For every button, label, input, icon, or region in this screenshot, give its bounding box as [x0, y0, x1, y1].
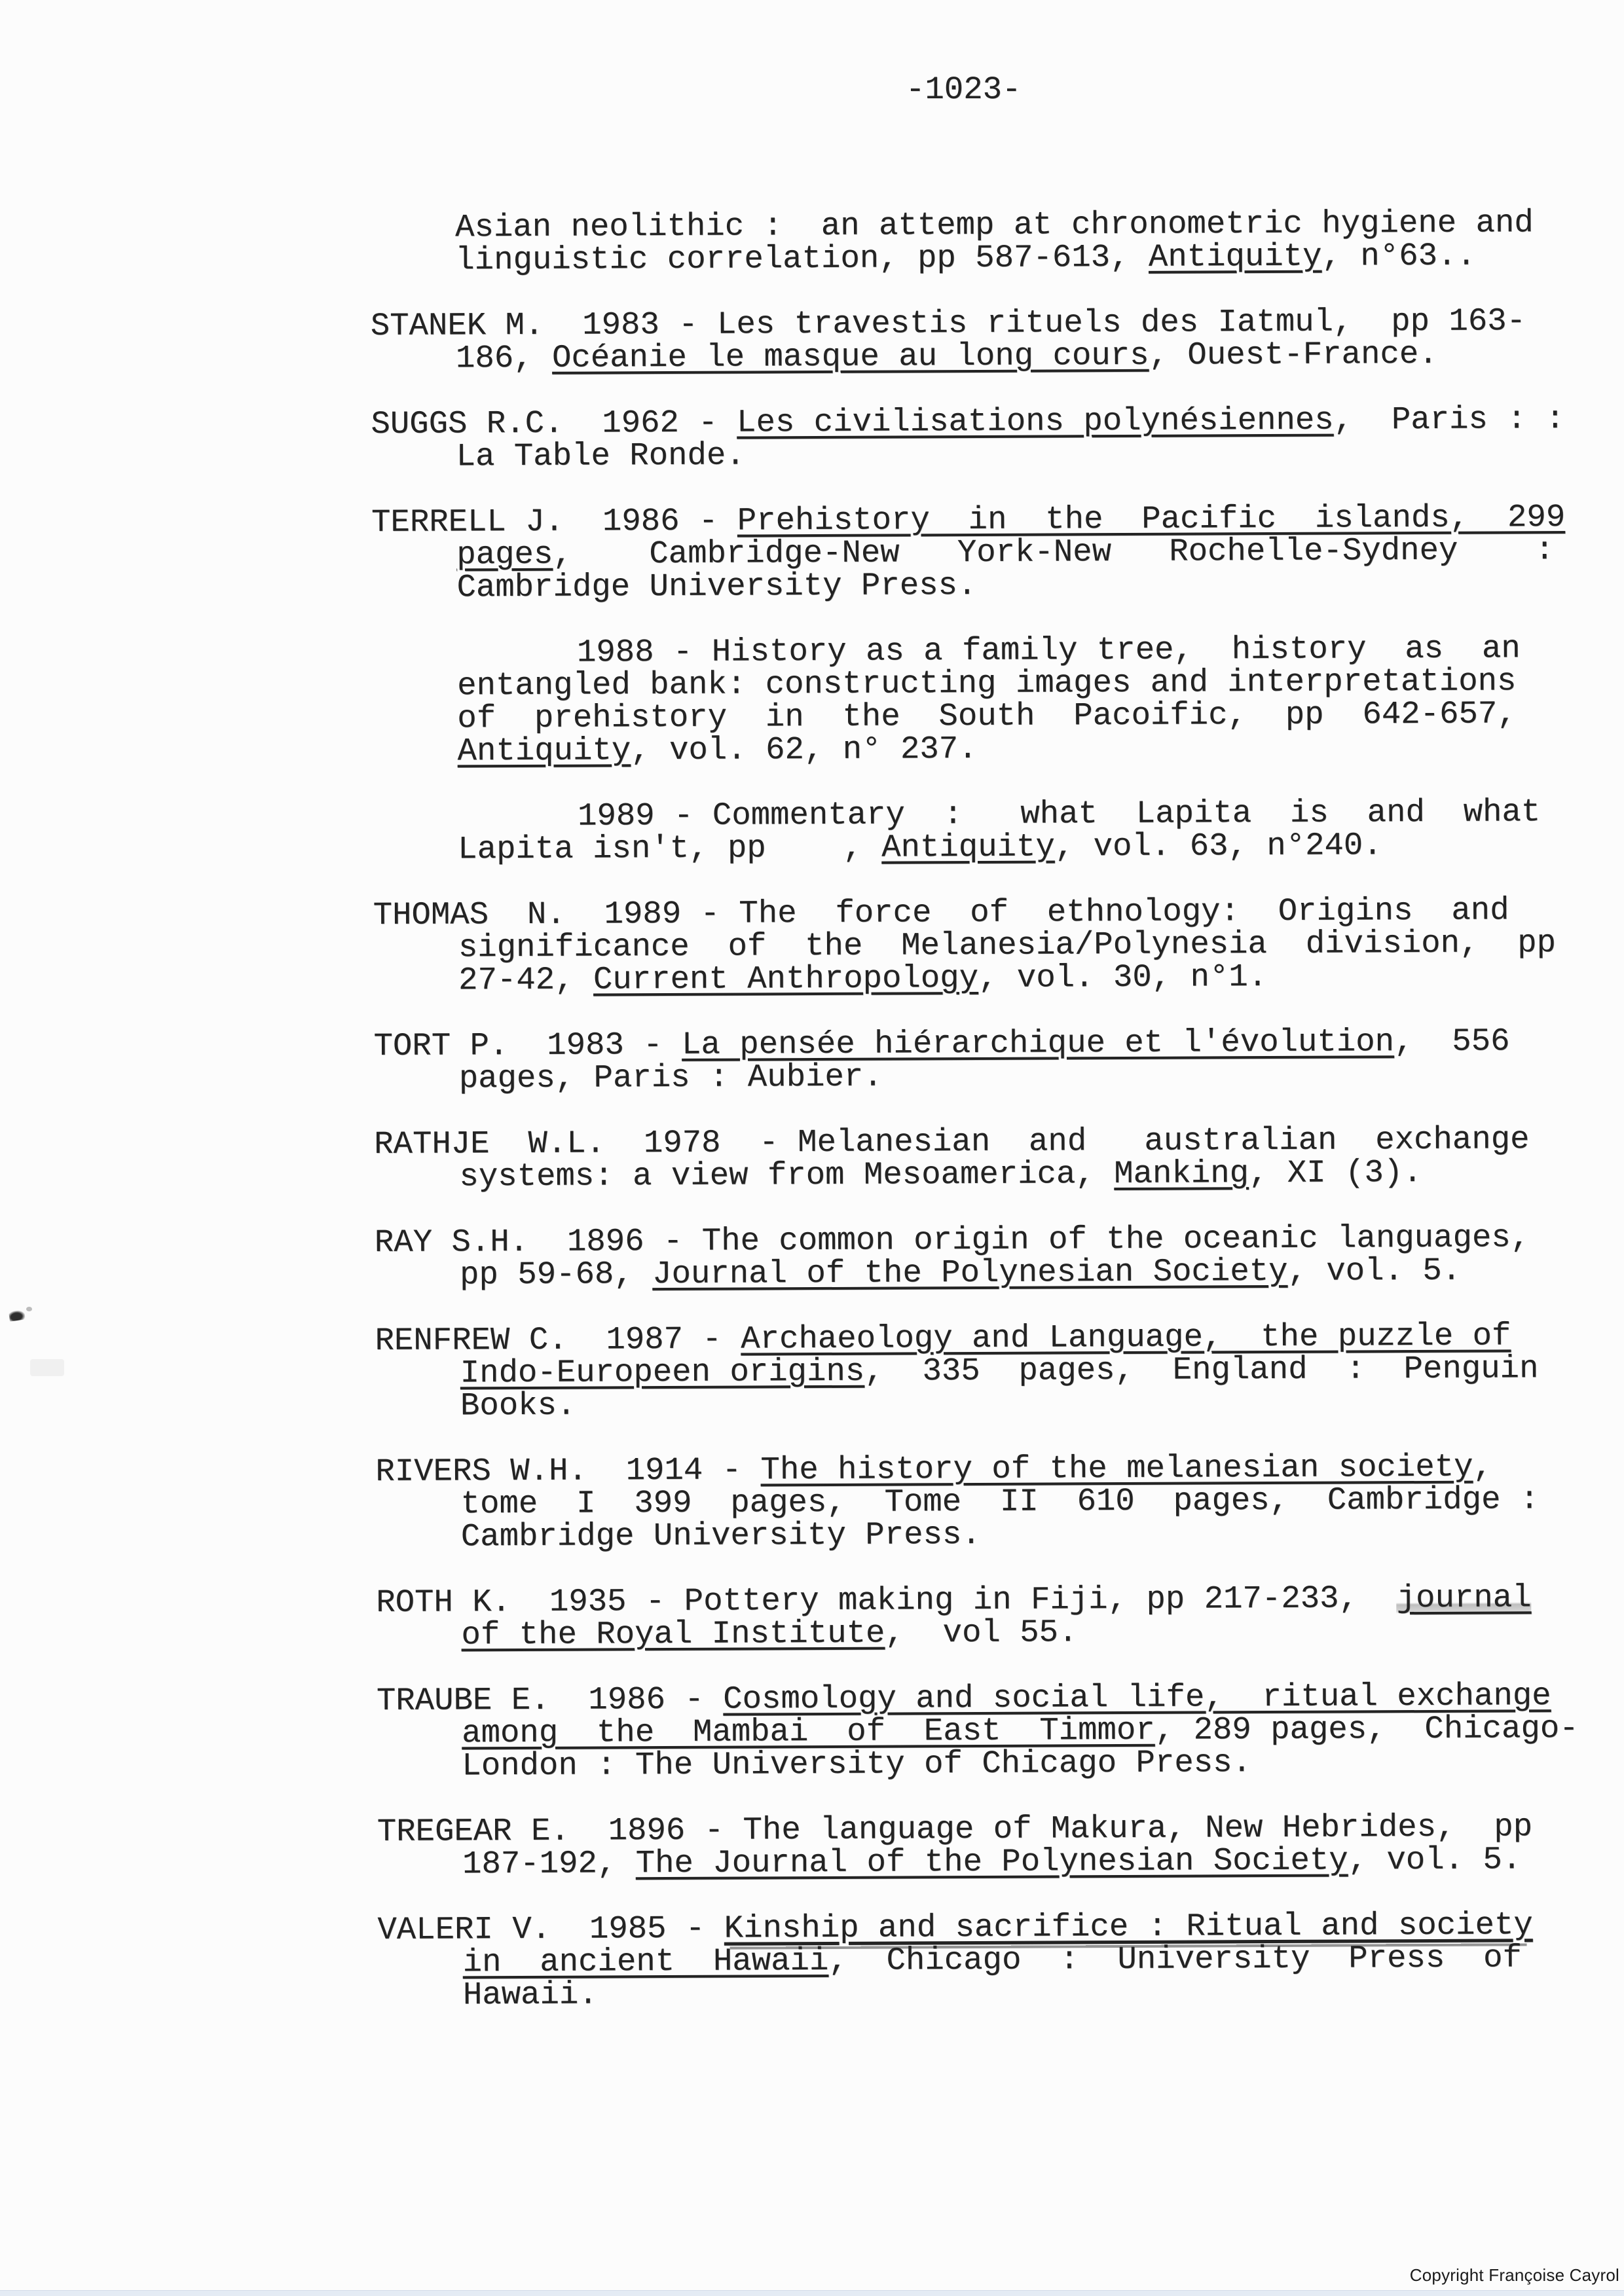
bib-text-segment: Books. — [460, 1387, 576, 1425]
bib-title-segment: The Journal of the Polynesian Society — [635, 1842, 1348, 1882]
bib-text-segment: entangled bank: constructing images and interpretations — [457, 663, 1517, 704]
bib-line — [371, 566, 1563, 604]
bib-title-segment: The history of the melanesian society — [760, 1448, 1473, 1489]
bib-text-segment: TREGEAR E. 1896 - The language of Makura, New Hebrides, pp — [377, 1808, 1533, 1850]
scan-artifact-ink-blob — [9, 1309, 26, 1321]
bib-line — [376, 1483, 1568, 1521]
bib-text-segment: , 289 pages, Chicago- — [1154, 1709, 1579, 1749]
bib-text-segment: Lapita isn't, pp , — [458, 829, 882, 868]
page-number: -1023- — [906, 71, 1022, 108]
bib-entry-roth-1935 — [376, 1581, 1568, 1652]
bib-text-segment: STANEK M. 1983 - Les travestis rituels des Iatmul, pp 163- — [370, 302, 1526, 344]
bib-title-segment: Journal of the Polynesian Society — [652, 1252, 1288, 1293]
bib-text-segment: 1988 - History as a family tree, history as an — [576, 630, 1521, 671]
bib-entry-terrell-1989 — [373, 795, 1564, 866]
bib-text-segment: pages, Paris : Aubier. — [458, 1058, 883, 1097]
bib-text-segment: of prehistory in the South Pacoific, pp 642-657, — [457, 695, 1517, 737]
bib-text-segment: linguistic correlation, pp 587-613, — [455, 238, 1149, 279]
bib-text-segment: London : The University of Chicago Press. — [462, 1744, 1252, 1785]
bib-text-segment: Hawaii. — [462, 1976, 598, 2014]
bib-line — [374, 1156, 1566, 1194]
bib-text-segment: Cambridge University Press. — [460, 1516, 981, 1556]
bib-text-segment: TRAUBE E. 1986 - — [376, 1681, 724, 1719]
bib-text-segment: pp 59-68, — [459, 1256, 653, 1294]
bib-line — [373, 828, 1564, 866]
bib-title-segment: Current Anthropology — [593, 959, 979, 998]
bib-title-segment: Archaeology and Language, the puzzle of — [741, 1317, 1511, 1358]
bib-text-segment: 186, — [455, 339, 553, 377]
bib-title-segment: Cosmology and social life, ritual exchange — [723, 1677, 1551, 1718]
bib-text-segment: significance of the Melanesia/Polynesia division, pp — [458, 924, 1557, 966]
bib-title-segment: Antiquity — [457, 732, 631, 770]
scan-artifact-speck — [26, 1307, 32, 1311]
bib-text-segment: tome I 399 pages, Tome II 610 pages, Cambridge : — [460, 1481, 1540, 1523]
bib-text-segment: , XI (3). — [1248, 1154, 1422, 1192]
bib-line — [375, 1254, 1566, 1292]
bib-title-segment: of the Royal Institute — [461, 1614, 885, 1654]
bib-text-segment: La Table Ronde. — [456, 437, 745, 475]
bib-text-segment: , vol. 5. — [1348, 1841, 1522, 1879]
bib-text-segment: THOMAS N. 1989 - The force of ethnology: Origins and — [373, 892, 1509, 934]
bib-text-segment: TERRELL J. 1986 - — [371, 502, 737, 541]
bib-line — [371, 337, 1562, 375]
bib-title-segment: Antiquity — [1148, 238, 1322, 276]
bib-line — [377, 1745, 1568, 1783]
bib-entry-continuation-antiquity-63 — [370, 206, 1562, 277]
bib-line — [371, 435, 1563, 473]
bibliography-list — [370, 204, 1579, 2045]
copyright-notice: Copyright Françoise Cayrol — [1409, 2265, 1619, 2285]
bib-entry-thomas-1989 — [373, 894, 1566, 997]
bib-text-segment: 27-42, — [458, 961, 594, 999]
bib-text-segment: , 335 pages, England : Penguin — [864, 1350, 1539, 1390]
bib-line — [376, 1614, 1568, 1652]
bib-entry-traube-1986 — [376, 1677, 1579, 1785]
bib-text-segment: Cambridge University Press. — [456, 566, 977, 606]
bib-text-segment: , vol 55. — [885, 1614, 1078, 1652]
bib-title-segment: Antiquity — [881, 828, 1055, 866]
bib-text-segment: , vol. 5. — [1287, 1252, 1462, 1290]
bib-line — [373, 1025, 1565, 1063]
bib-text-segment: 1989 - Commentary : what Lapita is and what — [577, 793, 1541, 835]
bib-title-segment: Prehistory in the Pacific islands, 299 — [737, 499, 1566, 539]
bib-text-segment: , vol. 63, n°240. — [1054, 827, 1382, 866]
bib-line — [375, 1385, 1567, 1423]
bib-entry-tort-1983 — [373, 1025, 1565, 1095]
bib-line — [371, 534, 1563, 572]
bib-entry-rivers-1914 — [375, 1450, 1568, 1554]
bib-title-segment: journal — [1396, 1579, 1532, 1617]
bib-line — [376, 1516, 1568, 1554]
bib-text-segment: , n°63.. — [1321, 237, 1476, 275]
bib-line — [373, 959, 1565, 997]
bib-text-segment: ROTH K. 1935 - Pottery making in Fiji, pp 217-233, — [376, 1580, 1397, 1621]
bib-title-segment: Manking — [1114, 1155, 1249, 1193]
scan-bottom-edge — [0, 2290, 1624, 2296]
bib-entry-suggs-1962 — [371, 401, 1565, 475]
bib-line — [378, 1974, 1570, 2012]
bib-title-segment: pages — [456, 536, 553, 574]
bib-text-segment: 187-192, — [462, 1845, 636, 1883]
bib-line — [377, 1843, 1569, 1881]
bib-entry-renfrew-1987 — [375, 1319, 1567, 1423]
bib-entry-stanek-1983 — [371, 304, 1562, 375]
bib-title-segment: Les civilisations polynésiennes — [736, 401, 1334, 441]
bib-line — [376, 1581, 1568, 1619]
bib-text-segment: , Ouest-France. — [1149, 335, 1438, 374]
bib-text-segment: , vol. 62, n° 237. — [631, 730, 978, 769]
bib-line — [375, 1352, 1567, 1390]
bib-title-segment: Kinship and sacrifice : Ritual and society — [724, 1906, 1533, 1947]
scan-artifact-smudge — [30, 1359, 64, 1376]
bib-title-segment: Océanie le masque au long cours — [551, 337, 1149, 376]
bib-entry-terrell-1986 — [371, 501, 1564, 604]
bib-text-segment: , Paris : : — [1333, 401, 1565, 439]
bib-line — [370, 239, 1562, 277]
bib-title-segment: Indo-Europeen origins — [460, 1353, 865, 1392]
bib-text-segment: VALERI V. 1985 - — [377, 1910, 724, 1948]
bib-entry-ray-1896 — [375, 1221, 1566, 1292]
bib-text-segment: RENFREW C. 1987 - — [375, 1321, 741, 1359]
bib-text-segment: RAY S.H. 1896 - The common origin of the oceanic languages, — [374, 1219, 1530, 1261]
bib-title-segment: in ancient Hawaii — [462, 1942, 829, 1981]
bib-title-segment: among the Mambai of East Timmor — [462, 1711, 1155, 1752]
bib-entry-rathje-1978 — [374, 1123, 1566, 1194]
bib-title-segment: La pensée hiérarchique et l'évolution — [681, 1023, 1395, 1063]
bib-line — [373, 795, 1564, 833]
bib-entry-terrell-1988 — [372, 632, 1564, 768]
bib-text-segment: RIVERS W.H. 1914 - — [375, 1451, 761, 1490]
bib-line — [377, 1709, 1579, 1752]
bib-line — [374, 1057, 1566, 1095]
bib-text-segment: , Cambridge-New York-New Rochelle-Sydney : — [553, 532, 1555, 573]
bib-line — [372, 697, 1564, 735]
bib-text-segment: SUGGS R.C. 1962 - — [371, 404, 737, 443]
bib-text-segment: , Chicago : University Press of — [828, 1939, 1522, 1979]
bib-line — [373, 926, 1565, 964]
bib-text-segment: , 556 — [1393, 1023, 1510, 1061]
bib-text-segment: Asian neolithic : an attemp at chronometric hygiene and — [454, 204, 1534, 246]
bib-text-segment: RATHJE W.L. 1978 - Melanesian and australian exchange — [374, 1121, 1530, 1163]
bib-entry-tregear-1896 — [377, 1810, 1569, 1881]
bib-text-segment: , — [1473, 1448, 1493, 1485]
bib-text-segment: TORT P. 1983 - — [373, 1026, 682, 1065]
bib-line — [372, 730, 1564, 768]
bib-text-segment: systems: a view from Mesoamerica, — [459, 1156, 1115, 1195]
bib-line — [371, 401, 1565, 443]
bib-entry-valeri-1985 — [377, 1908, 1570, 2012]
bib-line — [378, 1941, 1570, 1979]
bib-text-segment: , vol. 30, n°1. — [978, 958, 1268, 996]
